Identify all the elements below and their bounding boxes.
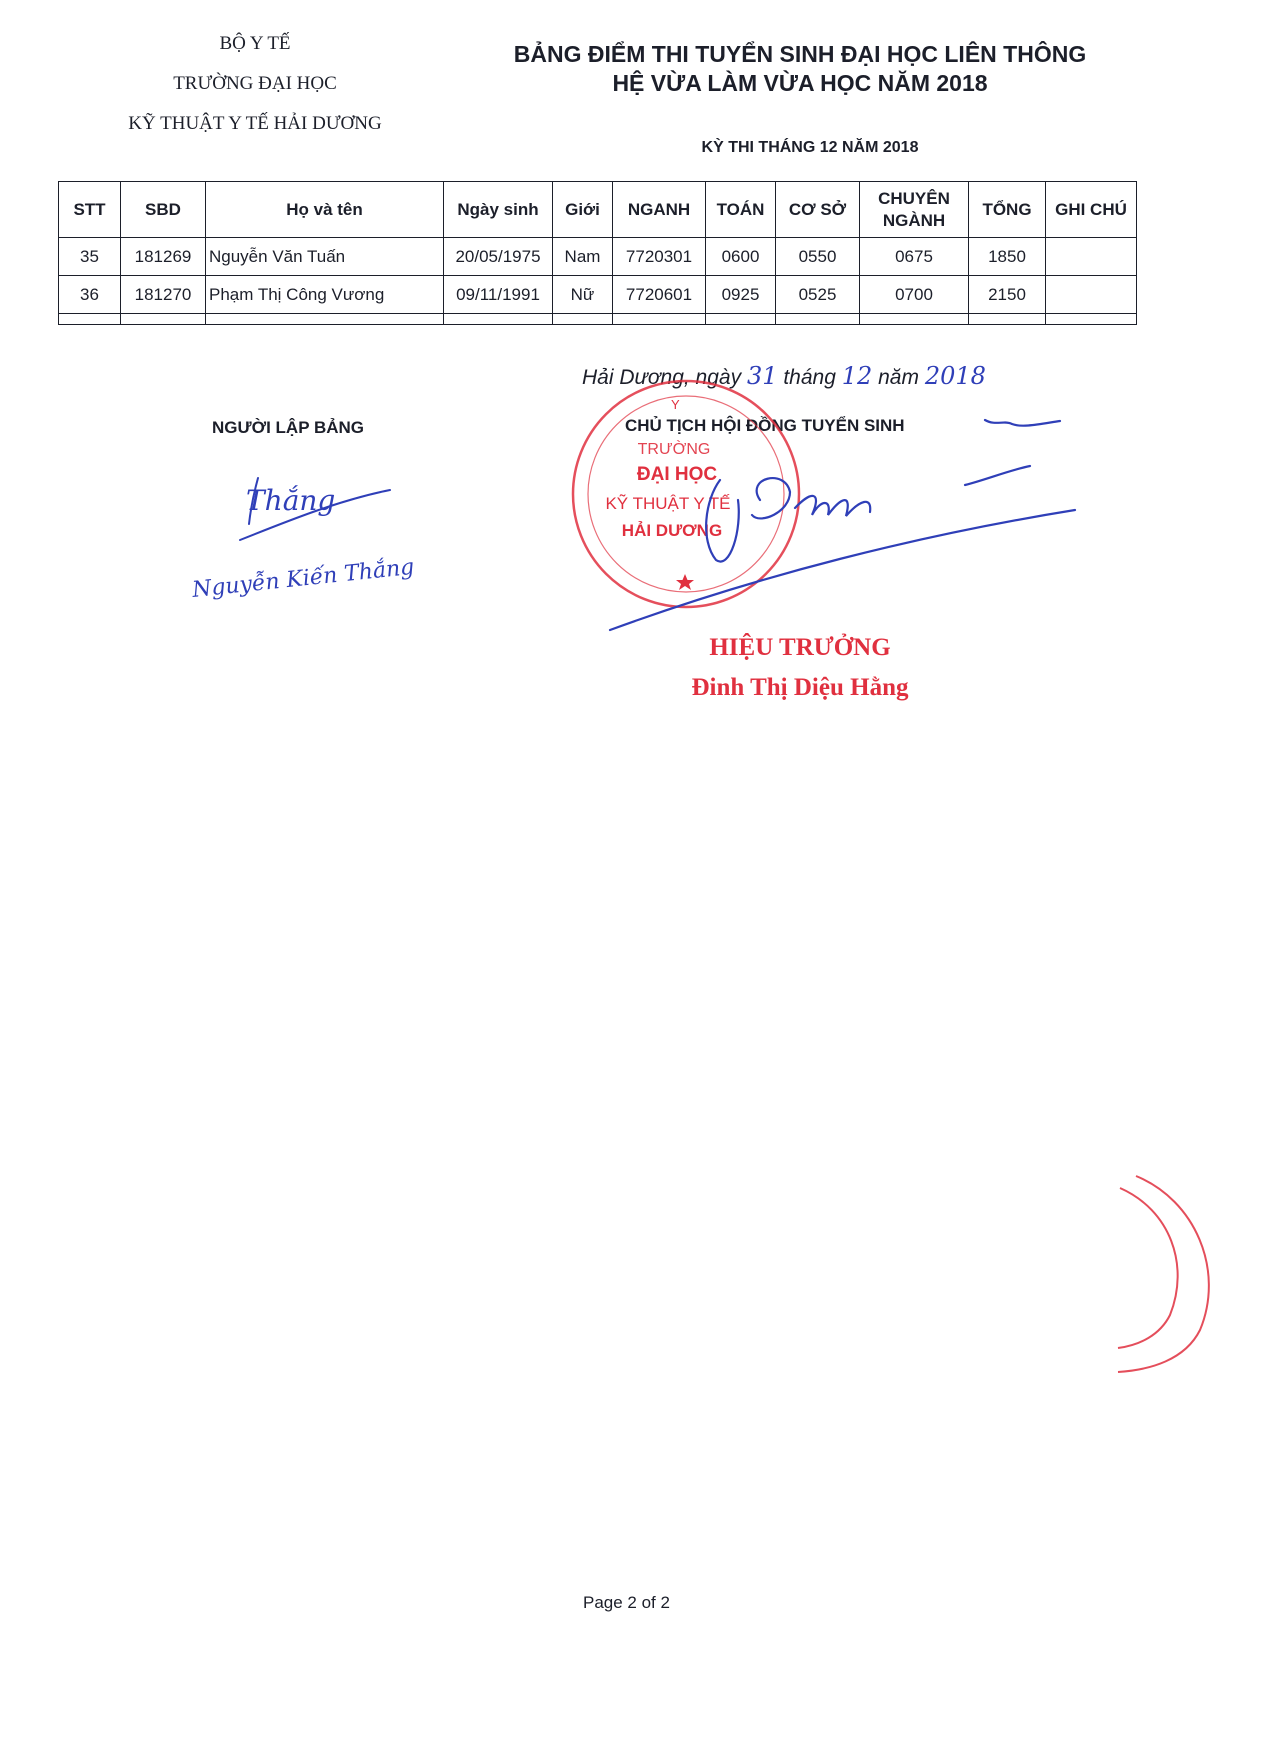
- chair-role: CHỦ TỊCH HỘI ĐỒNG TUYỂN SINH: [625, 416, 905, 435]
- school-name-line1: TRƯỜNG ĐẠI HỌC: [173, 73, 337, 94]
- column-header-total: TỔNG: [969, 182, 1046, 238]
- preparer-handwritten-name: Nguyễn Kiến Thắng: [191, 554, 416, 603]
- cell-dob: 09/11/1991: [444, 276, 553, 314]
- cell-sbd: 181270: [121, 276, 206, 314]
- place-date-prefix: Hải Dương, ngày: [582, 366, 742, 389]
- title-line1: BẢNG ĐIỂM THI TUYỂN SINH ĐẠI HỌC LIÊN THÔNG: [513, 41, 1087, 67]
- year-word: năm: [878, 366, 919, 389]
- cell-name: Phạm Thị Công Vương: [206, 276, 444, 314]
- column-header-specialty: CHUYÊN NGÀNH: [860, 182, 969, 238]
- cell-foundation: 0525: [776, 276, 860, 314]
- cell-specialty: 0700: [860, 276, 969, 314]
- cell-math: 0925: [706, 276, 776, 314]
- column-header-stt: STT: [59, 182, 121, 238]
- cell-name: Nguyễn Văn Tuấn: [206, 238, 444, 276]
- stamp-line3: KỸ THUẬT Y TẾ: [605, 494, 731, 513]
- cell-stt: 35: [59, 238, 121, 276]
- cell-dob: 20/05/1975: [444, 238, 553, 276]
- cell-total: 2150: [969, 276, 1046, 314]
- column-header-sbd: SBD: [121, 182, 206, 238]
- column-header-dob: Ngày sinh: [444, 182, 553, 238]
- stamp-line2: ĐẠI HỌC: [636, 464, 718, 485]
- stamp-line1: TRƯỜNG: [637, 441, 711, 458]
- cell-total: 1850: [969, 238, 1046, 276]
- handwritten-year: 2018: [924, 362, 986, 390]
- cell-major: 7720601: [613, 276, 706, 314]
- partial-edge-stamp: [1118, 1176, 1209, 1372]
- cell-gender: Nam: [553, 238, 613, 276]
- handwritten-day: 31: [746, 362, 778, 390]
- cell-gender: Nữ: [553, 276, 613, 314]
- cell-math: 0600: [706, 238, 776, 276]
- column-header-foundation: CƠ SỞ: [776, 182, 860, 238]
- column-header-notes: GHI CHÚ: [1046, 182, 1137, 238]
- cell-sbd: 181269: [121, 238, 206, 276]
- cell-foundation: 0550: [776, 238, 860, 276]
- title-line2: HỆ VỪA LÀM VỪA HỌC NĂM 2018: [612, 70, 988, 96]
- exam-session: KỲ THI THÁNG 12 NĂM 2018: [701, 139, 919, 156]
- principal-name: Đinh Thị Diệu Hằng: [691, 674, 909, 701]
- ministry-name: BỘ Y TẾ: [219, 33, 291, 54]
- cell-major: 7720301: [613, 238, 706, 276]
- column-header-major: NGANH: [613, 182, 706, 238]
- principal-block: [630, 628, 970, 708]
- handwritten-month: 12: [841, 362, 873, 390]
- official-stamp: [573, 381, 799, 607]
- stamp-top-letter: Y: [671, 397, 680, 412]
- preparer-role: NGƯỜI LẬP BẢNG: [212, 418, 365, 437]
- column-header-math: TOÁN: [706, 182, 776, 238]
- page-number: Page 2 of 2: [583, 1593, 670, 1612]
- principal-title: HIỆU TRƯỞNG: [709, 634, 891, 661]
- column-header-gender: Giới: [553, 182, 613, 238]
- column-header-name: Họ và tên: [206, 182, 444, 238]
- cell-stt: 36: [59, 276, 121, 314]
- stamp-line4: HẢI DƯƠNG: [621, 521, 723, 540]
- school-name-line2: KỸ THUẬT Y TẾ HẢI DƯƠNG: [128, 113, 382, 134]
- cell-specialty: 0675: [860, 238, 969, 276]
- preparer-signature: Thắng: [246, 484, 336, 517]
- month-word: tháng: [783, 366, 836, 389]
- stamp-star-icon: [676, 574, 694, 590]
